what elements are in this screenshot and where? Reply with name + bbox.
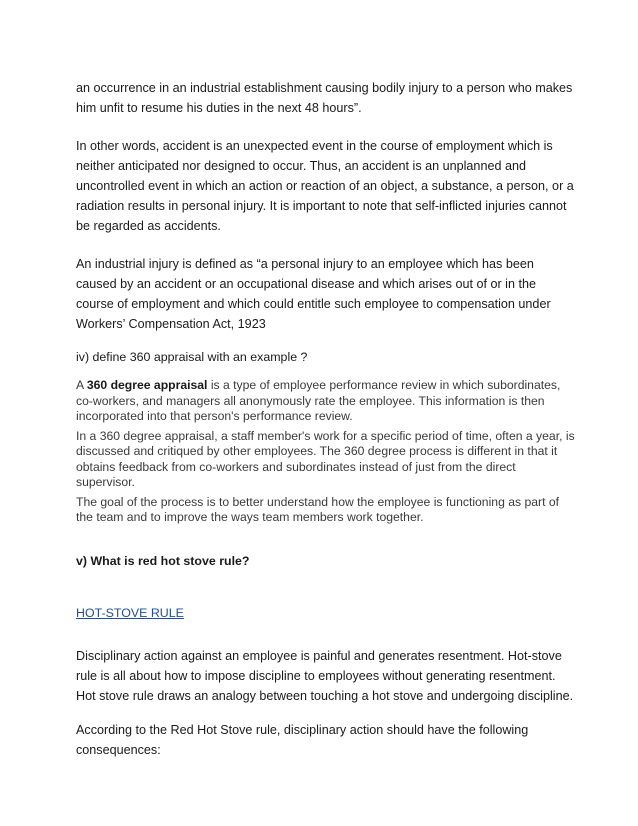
question-hot-stove-rule: v) What is red hot stove rule? xyxy=(76,553,250,568)
paragraph-hot-stove-consequences: According to the Red Hot Stove rule, disciplinary action should have the following consequences: xyxy=(76,722,529,757)
appraisal-prefix: A xyxy=(76,378,87,392)
hot-stove-rule-link[interactable]: HOT-STOVE RULE xyxy=(76,605,184,620)
question-360-appraisal: iv) define 360 appraisal with an example ? xyxy=(76,350,308,364)
paragraph-360-definition xyxy=(76,378,576,425)
appraisal-bold-term: 360 degree appraisal xyxy=(86,378,208,392)
paragraph-360-goal: The goal of the process is to better understand how the employee is functioning as part of the team and to improve the ways team members work together. xyxy=(76,494,560,524)
paragraph-hot-stove-intro: Disciplinary action against an employee is painful and generates resentment. Hot-stove rule is all about how to impose discipline to employees without generating resentment. Hot stove rule draws an analogy between touching a hot stove and undergoing discipline. xyxy=(76,648,574,703)
paragraph-accident-explanation: In other words, accident is an unexpected event in the course of employment which is neither anticipated nor designed to occur. Thus, an accident is an unplanned and uncontrolled event in which an action or reaction of an object, a substance, a person, or a radiation results in personal injury. It is important to note that self-inflicted injuries cannot be regarded as accidents. xyxy=(76,139,574,233)
paragraph-accident-definition-end: an occurrence in an industrial establishment causing bodily injury to a person who makes him unfit to resume his duties in the next 48 hours”. xyxy=(76,81,573,115)
paragraph-360-process: In a 360 degree appraisal, a staff member's work for a specific period of time, often a year, is discussed and critiqued by other employees. The 360 degree process is different in that it obtains feedback from co-workers and subordinates instead of just from the direct supervisor. xyxy=(76,428,575,489)
paragraph-industrial-injury: An industrial injury is defined as “a personal injury to an employee which has been caused by an accident or an occupational disease and which arises out of or in the course of employment and which could entitle such employee to compensation under Workers’ Compensation Act, 1923 xyxy=(76,257,551,331)
appraisal-definition-rest: is a type of employee performance review in which subordinates, co-workers, and managers all anonymously rate the employee. This information is then incorporated into that person's performance review. xyxy=(76,378,561,423)
document-page xyxy=(76,78,576,760)
